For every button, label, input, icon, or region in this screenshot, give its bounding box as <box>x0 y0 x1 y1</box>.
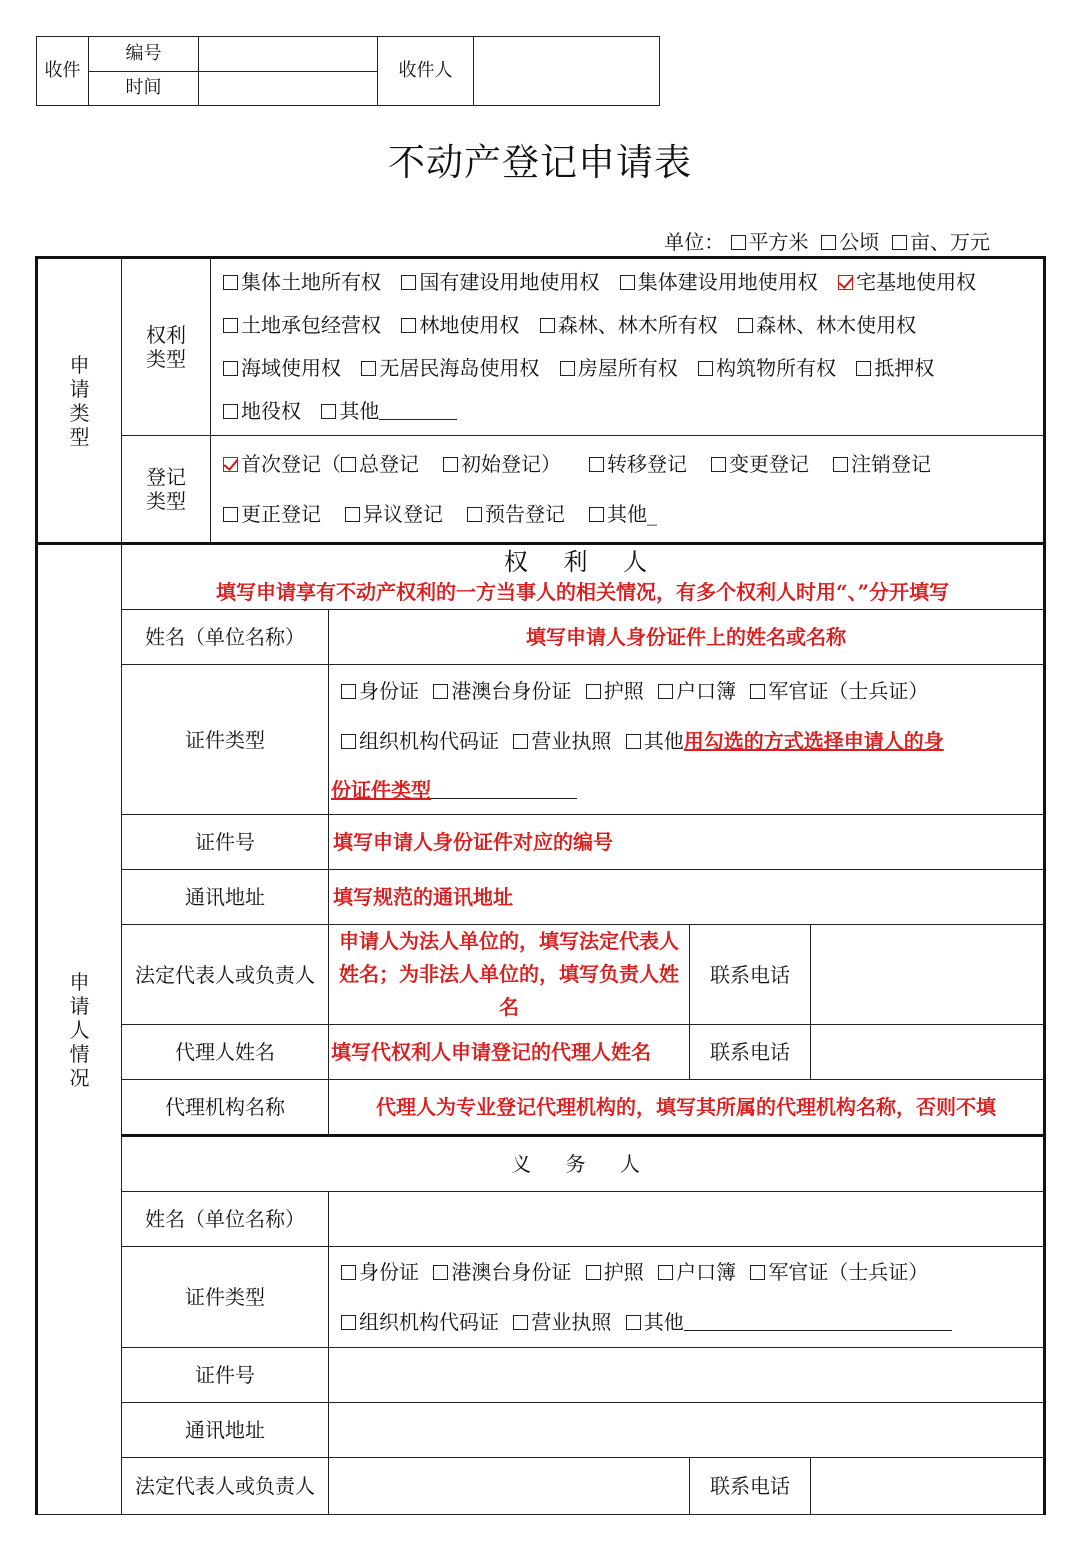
options-line <box>223 304 1043 347</box>
other-registration-checkbox[interactable] <box>589 507 604 522</box>
obligor-phone-label: 联系电话 <box>690 1458 811 1515</box>
id-type-checkbox[interactable] <box>341 1315 356 1330</box>
option-label: 国有建设用地使用权 <box>419 270 600 294</box>
obligor-id-type-label: 证件类型 <box>122 1247 329 1348</box>
obligee-section-header <box>122 544 1045 610</box>
option-label: 房屋所有权 <box>577 356 678 380</box>
obligor-name-field[interactable] <box>329 1192 1045 1247</box>
vlabel-char: 申 <box>69 352 90 377</box>
receipt-number-field[interactable] <box>199 37 378 72</box>
option-label: 营业执照 <box>531 1310 612 1334</box>
obligor-id-number-label: 证件号 <box>122 1348 329 1403</box>
options-line <box>341 1297 1043 1347</box>
initial-registration-checkbox[interactable] <box>443 457 458 472</box>
option-label: 组织机构代码证 <box>359 728 499 753</box>
option-label: 转移登记 <box>607 452 687 476</box>
id-options <box>329 1247 1043 1347</box>
right-type-checkbox[interactable] <box>560 361 575 376</box>
objection-registration-checkbox[interactable] <box>345 507 360 522</box>
options-line <box>341 716 1043 766</box>
option-label: 森林、林木所有权 <box>557 313 718 337</box>
registration-type-options <box>211 436 1045 544</box>
option-label: 变更登记 <box>729 452 809 476</box>
options-line <box>223 489 1043 539</box>
right-type-checkbox[interactable] <box>698 361 713 376</box>
obligor-other-id-blank[interactable] <box>684 1313 952 1331</box>
right-type-label <box>122 258 211 436</box>
id-type-checkbox[interactable] <box>626 734 641 749</box>
registration-type-label <box>122 436 211 544</box>
option-label: 异议登记 <box>363 502 443 526</box>
obligee-agent-label: 代理人姓名 <box>122 1025 329 1080</box>
option-label: 军官证（士兵证） <box>768 1260 929 1284</box>
id-type-hint-2: 份证件类型 <box>331 777 431 802</box>
option-label: 组织机构代码证 <box>359 1310 499 1334</box>
receiver-label: 收件人 <box>378 37 474 106</box>
option-label: 海域使用权 <box>241 356 341 380</box>
options-line <box>223 390 1043 433</box>
obligee-agent-phone-field[interactable] <box>811 1025 1045 1080</box>
option-label: 初始登记） <box>461 452 561 476</box>
option-label: 森林、林木使用权 <box>756 313 917 337</box>
option-label: 预告登记 <box>485 502 565 526</box>
option-label: 户口簿 <box>676 1260 737 1284</box>
option-label: 注销登记 <box>851 452 931 476</box>
option-label: 其他_ <box>607 502 657 526</box>
obligee-legal-rep-field[interactable]: 申请人为法人单位的，填写法定代表人姓名；为非法人单位的，填写负责人姓名 <box>329 925 690 1025</box>
unit-sqm-checkbox[interactable] <box>731 235 746 250</box>
advance-registration-checkbox[interactable] <box>467 507 482 522</box>
obligee-id-type-label: 证件类型 <box>122 665 329 815</box>
obligee-id-number-field[interactable]: 填写申请人身份证件对应的编号 <box>329 815 1045 870</box>
option-label: 身份证 <box>359 678 419 703</box>
transfer-registration-checkbox[interactable] <box>589 457 604 472</box>
unit-mu-checkbox[interactable] <box>892 235 907 250</box>
id-type-blank[interactable] <box>431 781 577 799</box>
option-label: 港澳台身份证 <box>451 1260 572 1284</box>
id-type-checkbox[interactable] <box>586 1265 601 1280</box>
receipt-time-label: 时间 <box>89 71 199 106</box>
obligor-address-label: 通讯地址 <box>122 1403 329 1458</box>
obligee-legal-rep-phone-field[interactable] <box>811 925 1045 1025</box>
right-type-label-line: 权利 <box>146 323 186 347</box>
unit-prefix: 单位： <box>664 230 725 254</box>
receipt-time-field[interactable] <box>199 71 378 106</box>
vlabel-char: 请 <box>69 376 90 401</box>
id-type-checkbox[interactable] <box>658 684 673 699</box>
option-label: 护照 <box>603 678 644 703</box>
obligee-id-type-options <box>329 665 1045 815</box>
options-line <box>223 261 1043 304</box>
right-type-checkbox[interactable] <box>401 318 416 333</box>
option-label: 其他 <box>643 728 684 753</box>
change-registration-checkbox[interactable] <box>711 457 726 472</box>
obligee-id-number-label: 证件号 <box>122 815 329 870</box>
unit-selector <box>664 226 990 255</box>
obligee-agency-field[interactable]: 代理人为专业登记代理机构的，填写其所属的代理机构名称，否则不填 <box>329 1080 1045 1136</box>
option-label: 护照 <box>603 1260 644 1284</box>
registration-type-label-line: 类型 <box>146 489 186 513</box>
correction-registration-checkbox[interactable] <box>223 507 238 522</box>
right-type-checkbox[interactable] <box>738 318 753 333</box>
option-label: 无居民海岛使用权 <box>379 356 540 380</box>
right-type-checkbox[interactable] <box>223 318 238 333</box>
option-label: 其他 <box>643 1310 684 1334</box>
receipt-table <box>36 36 660 106</box>
id-type-checkbox[interactable] <box>750 1265 765 1280</box>
applicant-info-label <box>37 544 122 1515</box>
obligor-legal-rep-field[interactable] <box>329 1458 690 1515</box>
other-blank[interactable] <box>379 402 457 420</box>
obligor-legal-rep-label: 法定代表人或负责人 <box>122 1458 329 1515</box>
id-type-checkbox[interactable] <box>586 684 601 699</box>
vlabel-char: 请 <box>69 993 90 1018</box>
right-type-checkbox[interactable] <box>620 275 635 290</box>
option-label: 抵押权 <box>874 356 935 380</box>
obligor-address-field[interactable] <box>329 1403 1045 1458</box>
right-type-checkbox[interactable] <box>223 361 238 376</box>
obligee-legal-rep-label: 法定代表人或负责人 <box>122 925 329 1025</box>
unit-hectare-checkbox[interactable] <box>821 235 836 250</box>
vlabel-char: 型 <box>69 424 90 449</box>
option-label: 林地使用权 <box>419 313 520 337</box>
id-type-checkbox[interactable] <box>513 734 528 749</box>
receipt-number-label: 编号 <box>89 37 199 72</box>
right-type-checkbox[interactable] <box>401 275 416 290</box>
id-type-checkbox[interactable] <box>658 1265 673 1280</box>
registration-form <box>35 256 1046 1515</box>
id-type-checkbox[interactable] <box>626 1315 641 1330</box>
option-label: 首次登记（ <box>241 452 341 476</box>
right-type-checkbox-checked[interactable] <box>838 275 853 290</box>
unit-sqm-label: 平方米 <box>748 230 809 254</box>
obligee-note: 填写申请享有不动产权利的一方当事人的相关情况，有多个权利人时用“、”分开填写 <box>216 580 950 604</box>
vlabel-char: 人 <box>69 1017 90 1042</box>
option-label: 集体建设用地使用权 <box>637 270 818 294</box>
obligee-agent-field[interactable]: 填写代权利人申请登记的代理人姓名 <box>329 1025 690 1080</box>
options-line <box>223 439 1043 489</box>
right-type-checkbox[interactable] <box>321 404 336 419</box>
receiver-field[interactable] <box>474 37 660 106</box>
obligee-legal-rep-phone-label: 联系电话 <box>690 925 811 1025</box>
obligor-title: 义 务 人 <box>122 1136 1045 1192</box>
vlabel-char: 情 <box>69 1041 90 1066</box>
obligor-phone-field[interactable] <box>811 1458 1045 1515</box>
obligee-name-field[interactable]: 填写申请人身份证件上的姓名或名称 <box>329 610 1045 665</box>
id-type-checkbox[interactable] <box>341 1265 356 1280</box>
obligor-name-label: 姓名（单位名称） <box>122 1192 329 1247</box>
obligee-title: 权 利 人 <box>503 548 662 576</box>
receipt-label: 收件 <box>37 37 89 106</box>
application-type-label <box>37 258 122 544</box>
registration-type-label-line: 登记 <box>146 465 186 489</box>
obligee-name-label: 姓名（单位名称） <box>122 610 329 665</box>
obligee-address-field[interactable]: 填写规范的通讯地址 <box>329 870 1045 925</box>
right-type-checkbox[interactable] <box>223 404 238 419</box>
option-label: 集体土地所有权 <box>241 270 381 294</box>
id-options <box>329 666 1043 766</box>
obligor-id-number-field[interactable] <box>329 1348 1045 1403</box>
option-label: 军官证（士兵证） <box>768 678 929 703</box>
vlabel-char: 类 <box>69 400 90 425</box>
general-registration-checkbox[interactable] <box>341 457 356 472</box>
page-title: 不动产登记申请表 <box>388 141 692 184</box>
option-label: 身份证 <box>359 1260 419 1284</box>
vlabel-char: 申 <box>69 969 90 994</box>
right-type-checkbox[interactable] <box>361 361 376 376</box>
right-type-checkbox[interactable] <box>223 275 238 290</box>
id-type-hint-cont <box>329 766 1043 814</box>
id-type-checkbox[interactable] <box>750 684 765 699</box>
option-label: 其他 <box>339 399 380 423</box>
obligee-address-label: 通讯地址 <box>122 870 329 925</box>
id-type-checkbox[interactable] <box>433 1265 448 1280</box>
obligor-id-type-options <box>329 1247 1045 1348</box>
unit-hectare-label: 公顷 <box>839 230 880 254</box>
option-label: 户口簿 <box>676 678 737 703</box>
right-type-options <box>211 258 1045 436</box>
right-type-checkbox[interactable] <box>540 318 555 333</box>
option-label: 总登记 <box>359 452 419 476</box>
option-label: 土地承包经营权 <box>241 313 381 337</box>
id-type-checkbox[interactable] <box>341 684 356 699</box>
id-type-hint: 用勾选的方式选择申请人的身 <box>683 728 944 753</box>
options-line <box>341 1247 1043 1297</box>
vlabel-char: 况 <box>69 1065 90 1090</box>
option-label: 港澳台身份证 <box>451 678 572 703</box>
option-label: 营业执照 <box>531 728 612 753</box>
options-line <box>341 666 1043 716</box>
options-line <box>223 347 1043 390</box>
id-type-checkbox[interactable] <box>341 734 356 749</box>
obligee-agent-phone-label: 联系电话 <box>690 1025 811 1080</box>
right-type-label-line: 类型 <box>146 347 186 371</box>
option-label: 宅基地使用权 <box>856 270 977 294</box>
obligee-agency-label: 代理机构名称 <box>122 1080 329 1136</box>
option-label: 构筑物所有权 <box>716 356 837 380</box>
unit-mu-label: 亩、万元 <box>910 230 990 254</box>
option-label: 更正登记 <box>241 502 321 526</box>
option-label: 地役权 <box>241 399 301 423</box>
id-type-checkbox[interactable] <box>513 1315 528 1330</box>
right-type-checkbox[interactable] <box>856 361 871 376</box>
cancel-registration-checkbox[interactable] <box>833 457 848 472</box>
id-type-checkbox[interactable] <box>433 684 448 699</box>
first-registration-checkbox-checked[interactable] <box>223 457 238 472</box>
